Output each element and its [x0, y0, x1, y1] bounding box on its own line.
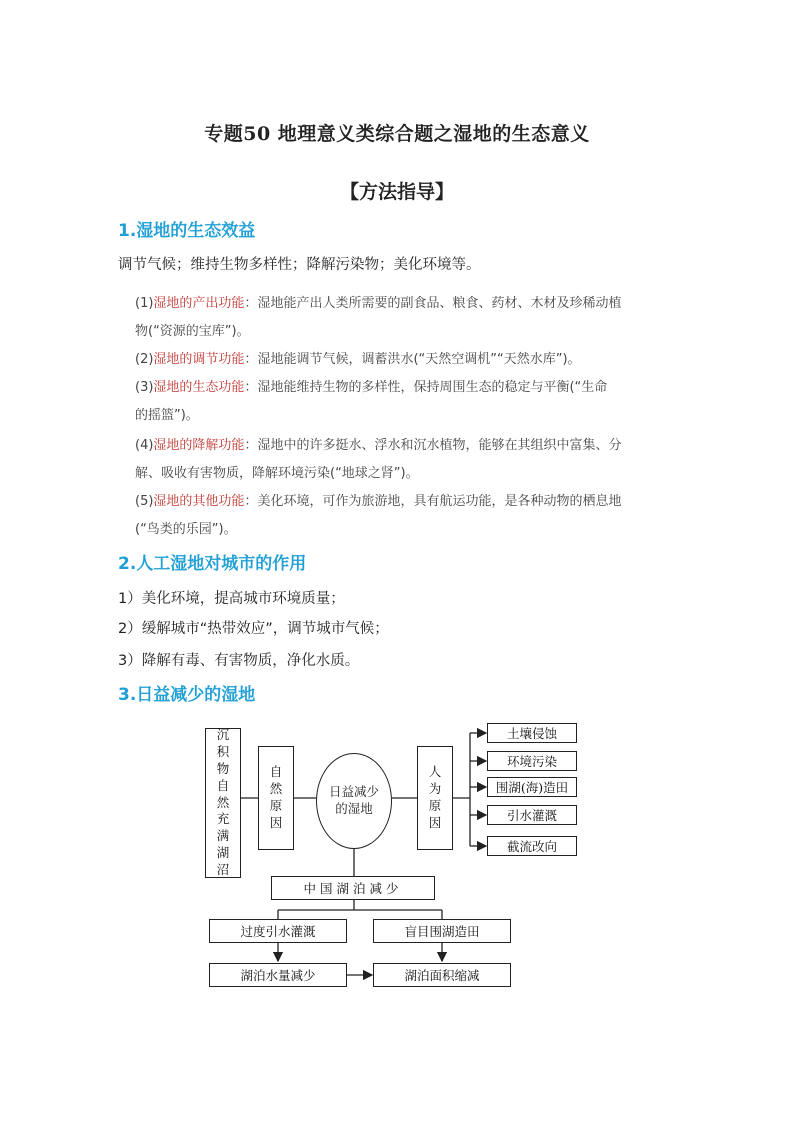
section-3-heading: 3.日益减少的湿地: [118, 685, 256, 705]
cause-pollution: 环境污染: [487, 751, 577, 771]
item-1-label: 湿地的产出功能: [153, 296, 245, 311]
item-2-line-1: (2)湿地的调节功能：湿地能调节气候，调蓄洪水(“天然空调机”“天然水库”)。: [135, 352, 581, 367]
blind-reclamation-box: 盲目围湖造田: [373, 919, 511, 943]
list-item: 1）美化环境，提高城市环境质量；: [118, 591, 345, 607]
china-lakes-decrease-box: 中国湖泊减少: [271, 876, 435, 900]
item-1-line-2: 物(“资源的宝库”)。: [135, 324, 250, 339]
section-2-heading: 2.人工湿地对城市的作用: [118, 554, 307, 574]
item-3-label: 湿地的生态功能: [153, 380, 245, 395]
list-item: 2）缓解城市“热带效应”，调节城市气候；: [118, 621, 389, 637]
cause-diversion: 截流改向: [487, 836, 577, 856]
item-4-line-2: 解、吸收有害物质，降解环境污染(“地球之肾”)。: [135, 466, 419, 481]
item-3-line-1: (3)湿地的生态功能：湿地能维持生物的多样性，保持周围生态的稳定与平衡(“生命: [135, 380, 608, 395]
lake-water-decrease-box: 湖泊水量减少: [209, 963, 347, 987]
list-item: 3）降解有毒、有害物质，净化水质。: [118, 653, 360, 669]
page-title: 专题50 地理意义类综合题之湿地的生态意义: [204, 123, 590, 145]
declining-wetland-ellipse: 日益减少 的湿地: [316, 753, 392, 849]
cause-reclamation: 围湖(海)造田: [487, 777, 577, 797]
over-irrigation-box: 过度引水灌溉: [209, 919, 347, 943]
item-2-label: 湿地的调节功能: [153, 352, 245, 367]
natural-filling-box: 沉 积 物 自 然 充 满 湖 沼: [205, 728, 241, 878]
item-5-line-2: (“鸟类的乐园”)。: [135, 522, 237, 537]
method-guide-heading: 【方法指导】: [339, 181, 454, 203]
cause-irrigation: 引水灌溉: [487, 805, 577, 825]
item-5-label: 湿地的其他功能: [153, 494, 245, 509]
item-1-line-1: (1)湿地的产出功能：湿地能产出人类所需要的副食品、粮食、药材、木材及珍稀动植: [135, 296, 622, 311]
human-cause-box: 人 为 原 因: [417, 746, 453, 850]
section-1-summary: 调节气候；维持生物多样性；降解污染物；美化环境等。: [118, 257, 481, 273]
item-5-line-1: (5)湿地的其他功能：美化环境，可作为旅游地，具有航运功能，是各种动物的栖息地: [135, 494, 622, 509]
natural-cause-box: 自 然 原 因: [258, 746, 294, 850]
item-4-line-1: (4)湿地的降解功能：湿地中的许多挺水、浮水和沉水植物，能够在其组织中富集、分: [135, 438, 622, 453]
lake-area-decrease-box: 湖泊面积缩减: [373, 963, 511, 987]
item-4-label: 湿地的降解功能: [153, 438, 245, 453]
item-3-line-2: 的摇篮”)。: [135, 408, 199, 423]
section-1-heading: 1.湿地的生态效益: [118, 221, 256, 241]
cause-soil-erosion: 土壤侵蚀: [487, 723, 577, 743]
